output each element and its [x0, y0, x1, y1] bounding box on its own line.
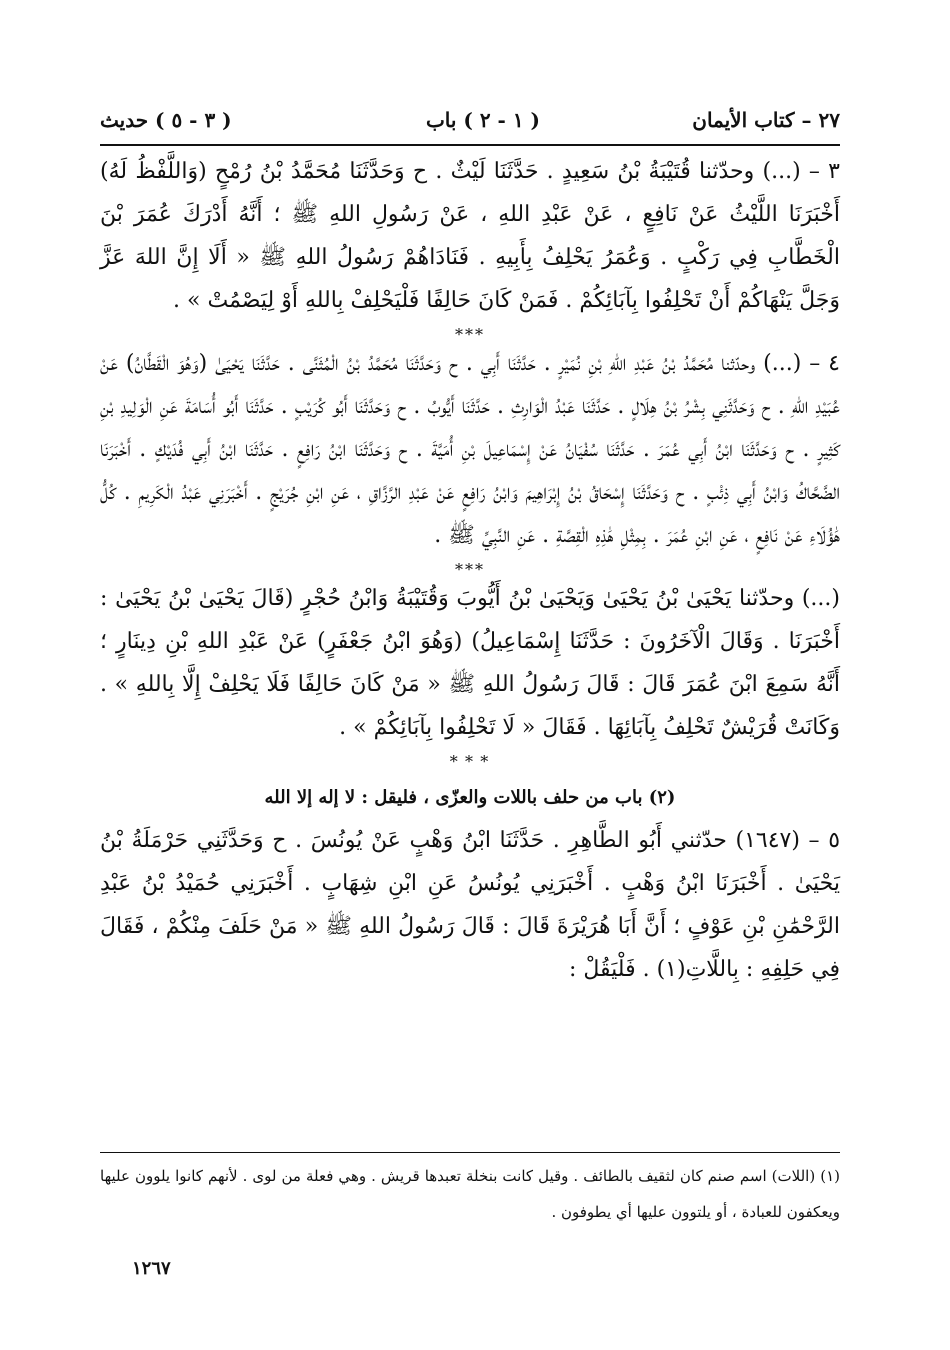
hadith-paragraph-4b: (...) وحدّثنا يَحْيَىٰ بْنُ يَحْيَىٰ وَيَحْيَىٰ بْنُ أَيُّوبَ وَقُتَيْبَةُ وَابْنُ حُجْرٍ (قَالَ يَحْيَىٰ بْنُ يَحْيَىٰ : أَخْبَرَنَا . وَقَالَ الْآخَرُونَ : حَدَّثَنَا إِسْمَاعِيلُ) (وَهُوَ ابْنُ جَعْفَرٍ) عَنْ عَبْدِ اللهِ بْنِ دِينَارٍ ؛ أَنَّهُ سَمِعَ ابْنَ عُمَرَ قَالَ : قَالَ رَسُولُ اللهِ ﷺ « مَنْ كَانَ حَالِفًا فَلَا يَحْلِفْ إِلَّا بِاللهِ » . وَكَانَتْ قُرَيْشٌ تَحْلِفُ بِآبَائِهَا . فَقَالَ « لَا تَحْلِفُوا بِآبَائِكُمْ » .: [100, 586, 840, 740]
footnote: (١) (اللات) اسم صنم كان لثقيف بالطائف . وقيل كانت بنخلة تعبدها قريش . وهي فعلة من لوى . لأنهم كانوا يلوون عليها ويعكفون للعبادة ، أو يلتوون عليها أي يطوفون .: [100, 1167, 840, 1221]
separator-stars: * * *: [449, 752, 491, 771]
book-title: ٢٧ – كتاب الأيمان: [692, 108, 840, 132]
chapter-heading: (٢) باب من حلف باللات والعزّى ، فليقل : لا إله إلا الله: [264, 787, 676, 808]
footnote-rule: [100, 1152, 840, 1153]
chapter-reference: ( ١ - ٢ ) باب: [425, 108, 540, 132]
header-rule: [100, 144, 840, 146]
running-header: [100, 102, 840, 142]
separator-stars: ***: [455, 325, 485, 344]
hadith-reference: ( ٣ - ٥ ) حديث: [100, 108, 232, 132]
hadith-paragraph-4: ٤ – (...) وحدّثنا مُحَمَّدُ بْنُ عَبْدِ اللهِ بْنِ نُمَيْرٍ . حَدَّثَنَا أَبِي . ح وَحَدَّثَنَا مُحَمَّدُ بْنُ الْمُثَنَّى . حَدَّثَنَا يَحْيَىٰ (وَهُوَ الْقَطَّانُ) عَنْ عُبَيْدِ اللهِ . ح وَحَدَّثَنِي بِشْرُ بْنُ هِلَالٍ . حَدَّثَنَا عَبْدُ الْوَارِثِ . حَدَّثَنَا أَيُّوبُ . ح وَحَدَّثَنَا أَبُو كُرَيْبٍ . حَدَّثَنَا أَبُو أُسَامَةَ عَنِ الْوَلِيدِ بْنِ كَثِيرٍ . ح وَحَدَّثَنَا ابْنُ أَبِي عُمَرَ . حَدَّثَنَا سُفْيَانُ عَنْ إِسْمَاعِيلَ بْنِ أُمَيَّةَ . ح وَحَدَّثَنَا ابْنُ رَافِعٍ . حَدَّثَنَا ابْنُ أَبِي فُدَيْكٍ . أَخْبَرَنَا الضَّحَّاكُ وَابْنُ أَبِي ذِئْبٍ . ح وَحَدَّثَنَا إِسْحَاقُ بْنُ إِبْرَاهِيمَ وَابْنُ رَافِعٍ عَنْ عَبْدِ الرَّزَّاقِ ، عَنِ ابْنِ جُرَيْجٍ . أَخْبَرَنِي عَبْدُ الْكَرِيمِ . كُلُّ هَٰؤُلَاءِ عَنْ نَافِعٍ ، عَنِ ابْنِ عُمَرَ . بِمِثْلِ هَٰذِهِ الْقِصَّةِ . عَنِ النَّبِيِّ ﷺ .: [100, 351, 840, 548]
page-number: ١٢٦٧: [132, 1258, 171, 1279]
hadith-paragraph-3: ٣ – (...) وحدّثنا قُتَيْبَةُ بْنُ سَعِيدٍ . حَدَّثَنَا لَيْثٌ . ح وَحَدَّثَنَا مُحَمَّدُ بْنُ رُمْحٍ (وَاللَّفْظُ لَهُ) أَخْبَرَنَا اللَّيْثُ عَنْ نَافِعٍ ، عَنْ عَبْدِ اللهِ ، عَنْ رَسُولِ اللهِ ﷺ ؛ أَنَّهُ أَدْرَكَ عُمَرَ بْنَ الْخَطَّابِ فِي رَكْبٍ . وَعُمَرُ يَحْلِفُ بِأَبِيهِ . فَنَادَاهُمْ رَسُولُ اللهِ ﷺ « أَلَا إِنَّ اللهَ عَزَّ وَجَلَّ يَنْهَاكُمْ أَنْ تَحْلِفُوا بِآبَائِكُمْ . فَمَنْ كَانَ حَالِفًا فَلْيَحْلِفْ بِاللهِ أَوْ لِيَصْمُتْ » .: [100, 159, 840, 313]
separator-stars: ***: [455, 560, 485, 579]
main-text: [100, 150, 840, 991]
hadith-paragraph-5: ٥ – (١٦٤٧) حدّثني أَبُو الطَّاهِرِ . حَدَّثَنَا ابْنُ وَهْبٍ عَنْ يُونُسَ . ح وَحَدَّثَنِي حَرْمَلَةُ بْنُ يَحْيَىٰ . أَخْبَرَنَا ابْنُ وَهْبٍ . أَخْبَرَنِي يُونُسُ عَنِ ابْنِ شِهَابٍ . أَخْبَرَنِي حُمَيْدُ بْنُ عَبْدِ الرَّحْمَٰنِ بْنِ عَوْفٍ ؛ أَنَّ أَبَا هُرَيْرَةَ قَالَ : قَالَ رَسُولُ اللهِ ﷺ « مَنْ حَلَفَ مِنْكُمْ ، فَقَالَ فِي حَلِفِهِ : بِاللَّاتِ(١) . فَلْيَقُلْ :: [100, 828, 841, 982]
